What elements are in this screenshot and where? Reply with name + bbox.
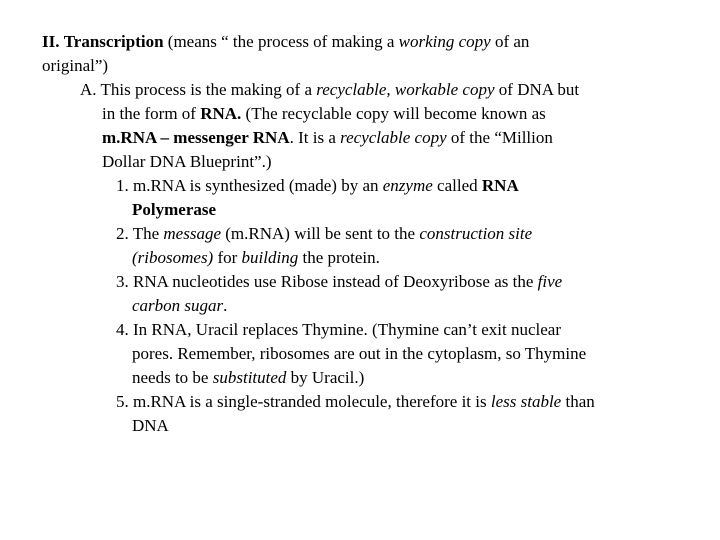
- list-item-4-text: In RNA, Uracil replaces Thymine. (Thymine can’t exit nuclear: [133, 320, 561, 339]
- point-a-text: in the form of: [102, 104, 201, 123]
- list-item-1-line-1: [116, 174, 519, 198]
- list-item-5-line-1: [116, 390, 595, 414]
- point-a-text: This process is the making of a: [100, 80, 317, 99]
- point-a-text-end: of DNA but: [494, 80, 580, 99]
- list-item-3-italic: five: [537, 272, 563, 291]
- list-item-2-line-2: [132, 246, 380, 270]
- heading-line-2: original”): [42, 56, 109, 75]
- list-item-5-line-2: DNA: [132, 416, 169, 435]
- list-item-1-text: called: [432, 176, 482, 195]
- list-item-1-bold: RNA: [481, 176, 519, 195]
- list-item-5-marker: 5.: [116, 392, 129, 411]
- list-item-1-text: m.RNA is synthesized (made) by an: [133, 176, 383, 195]
- point-a-line-4: Dollar DNA Blueprint”.): [102, 152, 272, 171]
- heading-text: (means “ the process of making a: [163, 32, 399, 51]
- list-item-4-text: by Uracil.): [286, 368, 365, 387]
- heading-line-1: [42, 30, 529, 54]
- heading-text-end: of an: [490, 32, 530, 51]
- point-a-bold: RNA.: [200, 104, 242, 123]
- list-item-1-italic: enzyme: [382, 176, 433, 195]
- list-item-3-text: .: [223, 296, 228, 315]
- heading-number: II.: [42, 32, 60, 51]
- heading-italic: working copy: [398, 32, 491, 51]
- list-item-4-line-2: pores. Remember, ribosomes are out in the cytoplasm, so Thymine: [132, 344, 587, 363]
- list-item-1-bold: Polymerase: [132, 200, 217, 219]
- list-item-2-text: (m.RNA) will be sent to the: [221, 224, 420, 243]
- list-item-2-italic: (ribosomes): [132, 248, 214, 267]
- list-item-3-marker: 3.: [116, 272, 129, 291]
- point-a-line-3: [102, 126, 553, 150]
- list-item-4-italic: substituted: [212, 368, 287, 387]
- list-item-3-line-2: [132, 294, 227, 318]
- list-item-2-text: for: [213, 248, 242, 267]
- list-item-2-italic: building: [241, 248, 299, 267]
- point-a-line-2: [102, 102, 546, 126]
- point-a-italic: recyclable, workable copy: [316, 80, 495, 99]
- list-item-5-italic: less stable: [490, 392, 562, 411]
- list-item-2-text: The: [132, 224, 164, 243]
- point-a-marker: A.: [80, 80, 97, 99]
- point-a-text-end: of the “Million: [446, 128, 553, 147]
- point-a-line-1: [80, 78, 579, 102]
- list-item-1-marker: 1.: [116, 176, 129, 195]
- list-item-2-marker: 2.: [116, 224, 129, 243]
- list-item-2-italic: construction site: [419, 224, 533, 243]
- heading-title: Transcription: [63, 32, 164, 51]
- list-item-1-line-2: [132, 198, 216, 222]
- list-item-5-text: than: [561, 392, 595, 411]
- list-item-3-text: RNA nucleotides use Ribose instead of Deoxyribose as the: [133, 272, 538, 291]
- point-a-italic: recyclable copy: [340, 128, 447, 147]
- list-item-3-italic: carbon sugar: [132, 296, 224, 315]
- list-item-5-text: m.RNA is a single-stranded molecule, therefore it is: [133, 392, 491, 411]
- list-item-2-italic: message: [163, 224, 221, 243]
- list-item-2-line-1: [116, 222, 532, 246]
- point-a-text-end: (The recyclable copy will become known as: [241, 104, 546, 123]
- list-item-4-text: needs to be: [132, 368, 213, 387]
- point-a-text: . It is a: [289, 128, 341, 147]
- list-item-4-line-3: [132, 366, 364, 390]
- list-item-4-marker: 4.: [116, 320, 129, 339]
- list-item-4-line-1: [116, 318, 561, 342]
- list-item-2-text: the protein.: [298, 248, 380, 267]
- point-a-bold: m.RNA – messenger RNA: [102, 128, 290, 147]
- list-item-3-line-1: [116, 270, 562, 294]
